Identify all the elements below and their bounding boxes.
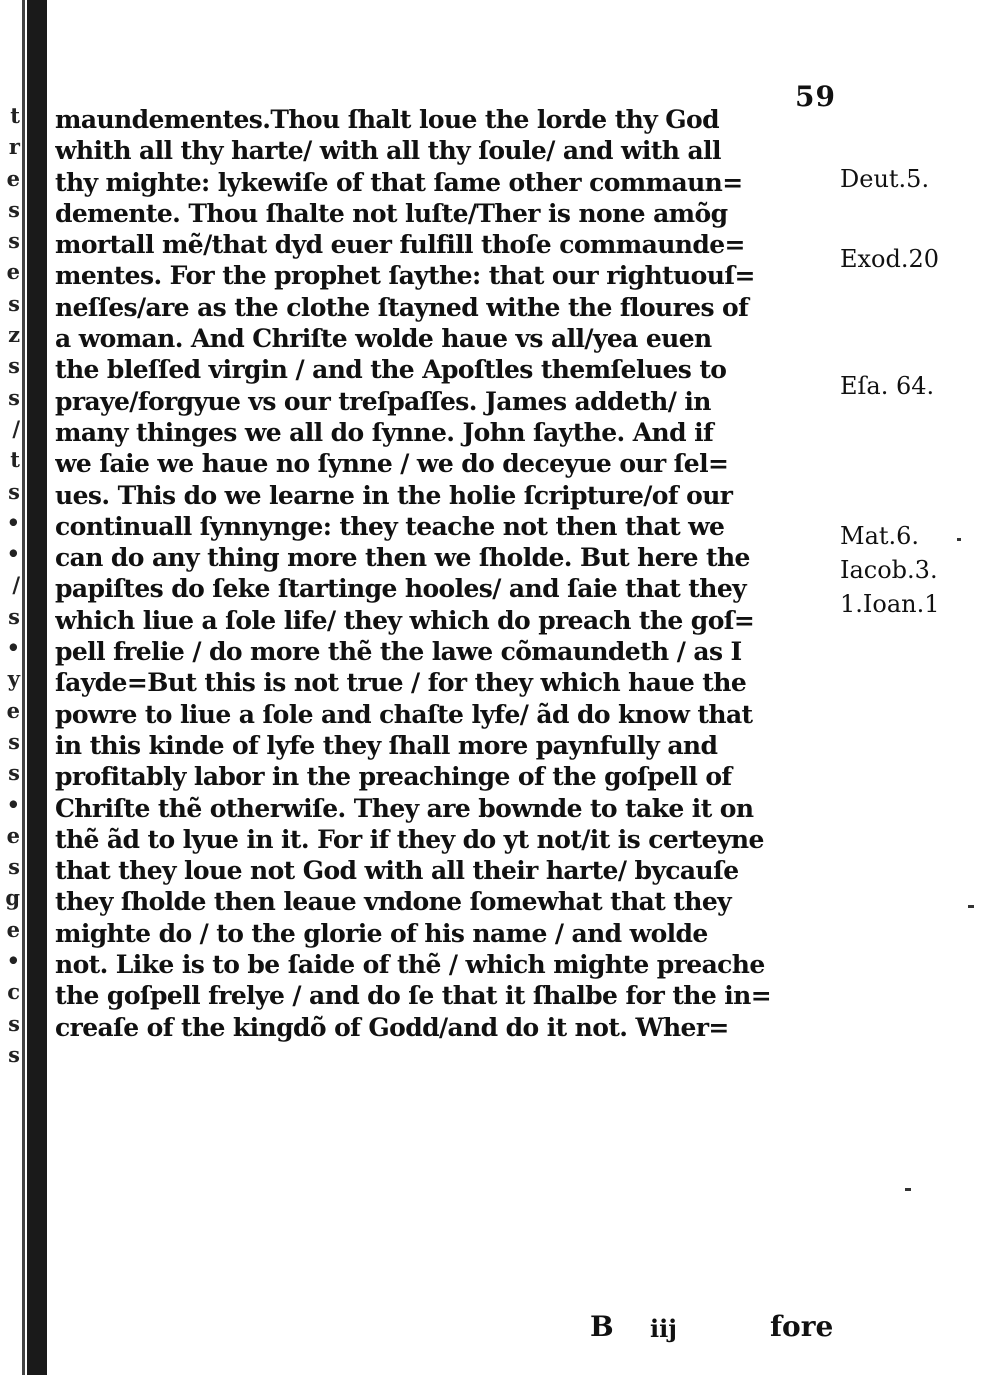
bleed-letter: c	[7, 979, 20, 1005]
bleed-letter: •	[6, 635, 20, 661]
margin-note-ioan: 1.Ioan.1	[840, 590, 940, 618]
bleed-letter: s	[8, 1041, 20, 1067]
text-line: maundementes.Thou ſhalt loue the lorde thy God	[55, 105, 719, 134]
bleed-letter: s	[8, 854, 20, 880]
bleed-letter: e	[6, 697, 20, 723]
text-line: we ſaie we haue no ſynne / we do deceyue our ſel=	[55, 449, 729, 479]
body-text	[55, 104, 845, 1043]
text-line: continuall ſynnynge: they teache not then that we	[55, 511, 725, 541]
bleed-letter: s	[8, 353, 20, 379]
margin-note-mat: Mat.6.	[840, 522, 920, 550]
signature-mark: B	[590, 1310, 614, 1343]
bleed-letter: s	[8, 384, 20, 410]
bleed-letter: s	[8, 196, 20, 222]
bleed-letter: s	[8, 478, 20, 504]
text-line: they ſholde then leaue vndone ſomewhat that they	[55, 887, 732, 917]
bleed-letter: t	[10, 447, 20, 473]
bleed-letter: s	[8, 290, 20, 316]
ink-speck	[957, 538, 961, 541]
text-line: powre to liue a ſole and chaſte lyfe/ ãd do know that	[55, 699, 753, 729]
ink-speck	[968, 905, 974, 908]
ink-speck	[905, 1188, 911, 1191]
bleed-letter: /	[12, 415, 20, 441]
text-line: mortall mẽ/that dyd euer fulfill thoſe commaunde=	[55, 230, 745, 260]
bleed-letter: g	[5, 885, 20, 911]
bleed-letter: e	[6, 916, 20, 942]
bleed-letter: r	[8, 134, 20, 160]
margin-note-deut: Deut.5.	[840, 165, 930, 193]
text-line: papiſtes do ſeke ſtartinge hooles/ and ſaie that they	[55, 574, 747, 604]
margin-note-esa: Eſa. 64.	[840, 372, 935, 400]
signature-numeral: iij	[650, 1314, 677, 1343]
bleed-letter: z	[8, 322, 20, 348]
catchword: fore	[770, 1310, 834, 1343]
text-line: the goſpell frelye / and do ſe that it ſhalbe for the in=	[55, 981, 772, 1011]
gutter-binding	[27, 0, 47, 1375]
text-line: thẽ ãd to lyue in it. For if they do yt not/it is certeyne	[55, 824, 764, 854]
text-line: creaſe of the kingdõ of Godd/and do it not. Wher=	[55, 1012, 729, 1042]
margin-note-iacob: Iacob.3.	[840, 556, 938, 584]
bleed-letter: e	[6, 165, 20, 191]
text-line: neſſes/are as the clothe ſtayned withe the floures of	[55, 292, 749, 322]
text-line: pell frelie / do more thẽ the lawe cõmaundeth / as I	[55, 637, 742, 667]
bleed-letter: s	[8, 760, 20, 786]
bleed-letter: •	[6, 509, 20, 535]
text-line: thy mighte: lykewiſe of that ſame other commaun=	[55, 167, 743, 197]
text-line: can do any thing more then we ſholde. But here the	[55, 543, 750, 573]
bleed-letter: s	[8, 1010, 20, 1036]
text-line: ues. This do we learne in the holie ſcripture/of our	[55, 480, 733, 510]
bleed-letter: t	[10, 103, 20, 128]
text-line: profitably labor in the preachinge of the goſpell of	[55, 762, 732, 792]
text-line: that they loue not God with all their harte/ bycauſe	[55, 856, 739, 886]
text-line: which liue a ſole life/ they which do preach the goſ=	[55, 605, 755, 635]
bleed-letter: e	[6, 822, 20, 848]
text-line: the bleſſed virgin / and the Apoſtles themſelues to	[55, 355, 727, 385]
bleed-letter: s	[8, 603, 20, 629]
bleed-letter: y	[7, 666, 20, 692]
gutter-binding-line	[22, 0, 25, 1375]
text-line: whith all thy harte/ with all thy ſoule/ and with all	[55, 136, 721, 166]
bleed-letter: e	[6, 259, 20, 285]
text-line: not. Like is to be ſaide of thẽ / which mighte preache	[55, 950, 765, 980]
bleed-letter: /	[12, 572, 20, 598]
page-number: 59	[795, 80, 836, 113]
bleed-letter: •	[6, 541, 20, 567]
text-line: a woman. And Chriſte wolde haue vs all/yea euen	[55, 324, 712, 354]
bleed-letter: •	[6, 791, 20, 817]
margin-note-exod: Exod.20	[840, 245, 940, 273]
text-line: praye/forgyue vs our treſpaſſes. James addeth/ in	[55, 386, 711, 416]
text-line: in this kinde of lyfe they ſhall more paynfully and	[55, 730, 718, 760]
gutter-bleed-through	[0, 100, 20, 1070]
bleed-letter: •	[6, 948, 20, 974]
text-line: mighte do / to the glorie of his name / and wolde	[55, 918, 708, 948]
bleed-letter: s	[8, 728, 20, 754]
bleed-letter: s	[8, 228, 20, 254]
text-line: many thinges we all do ſynne. John ſaythe. And if	[55, 417, 714, 447]
text-line: demente. Thou ſhalte not luſte/Ther is none amõg	[55, 198, 728, 228]
text-line: ſayde=But this is not true / for they which haue the	[55, 668, 747, 698]
text-line: Chriſte thẽ otherwiſe. They are bownde to take it on	[55, 793, 754, 823]
text-line: mentes. For the prophet ſaythe: that our rightuouſ=	[55, 261, 755, 291]
